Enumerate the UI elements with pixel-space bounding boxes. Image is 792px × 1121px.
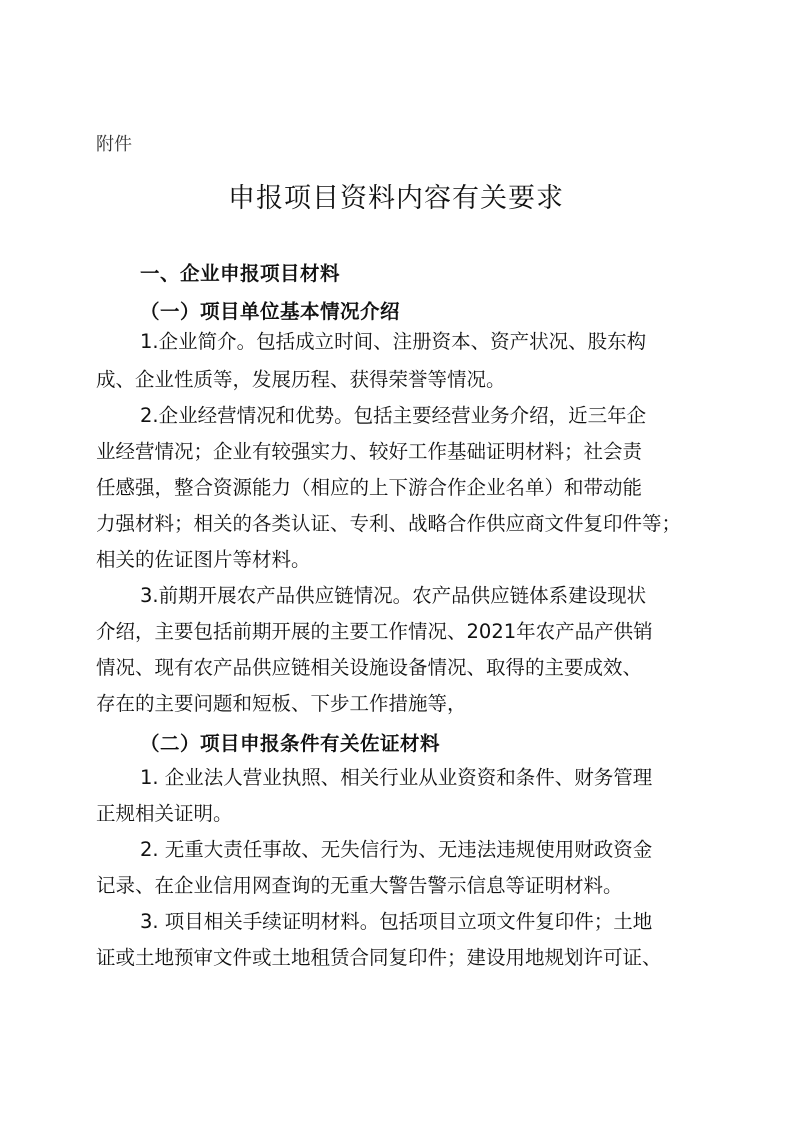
paragraph-line: 介绍，主要包括前期开展的主要工作情况、2021年农产品产供销 [96, 620, 653, 643]
paragraph-line: 任感强，整合资源能力（相应的上下游合作企业名单）和带动能 [96, 476, 643, 499]
paragraph-line: 业经营情况；企业有较强实力、较好工作基础证明材料；社会责 [96, 440, 643, 463]
subsection-heading-2: （二）项目申报条件有关佐证材料 [140, 732, 441, 755]
paragraph-line: 2.企业经营情况和优势。包括主要经营业务介绍，近三年企 [140, 404, 647, 427]
paragraph-line: 1.企业简介。包括成立时间、注册资本、资产状况、股东构 [140, 330, 647, 353]
paragraph-line: 记录、在企业信用网查询的无重大警告警示信息等证明材料。 [96, 874, 623, 897]
paragraph-line: 成、企业性质等，发展历程、获得荣誉等情况。 [96, 368, 506, 391]
paragraph-line: 正规相关证明。 [96, 802, 233, 825]
paragraph-line: 证或土地预审文件或土地租赁合同复印件；建设用地规划许可证、 [96, 946, 662, 969]
paragraph-line: 存在的主要问题和短板、下步工作措施等， [96, 692, 467, 715]
paragraph-line: 情况、现有农产品供应链相关设施设备情况、取得的主要成效、 [96, 656, 643, 679]
subsection-heading-1: （一）项目单位基本情况介绍 [140, 300, 401, 323]
attachment-label: 附件 [96, 134, 132, 155]
paragraph-line: 力强材料；相关的各类认证、专利、战略合作供应商文件复印件等； [96, 512, 682, 535]
paragraph-line: 2. 无重大责任事故、无失信行为、无违法违规使用财政资金 [140, 838, 653, 861]
paragraph-line: 3. 项目相关手续证明材料。包括项目立项文件复印件；土地 [140, 910, 653, 933]
section-heading-1: 一、企业申报项目材料 [140, 262, 341, 285]
paragraph-line: 1. 企业法人营业执照、相关行业从业资资和条件、财务管理 [140, 766, 653, 789]
paragraph-line: 相关的佐证图片等材料。 [96, 548, 311, 571]
paragraph-line: 3.前期开展农产品供应链情况。农产品供应链体系建设现状 [140, 584, 647, 607]
document-title: 申报项目资料内容有关要求 [228, 183, 564, 214]
